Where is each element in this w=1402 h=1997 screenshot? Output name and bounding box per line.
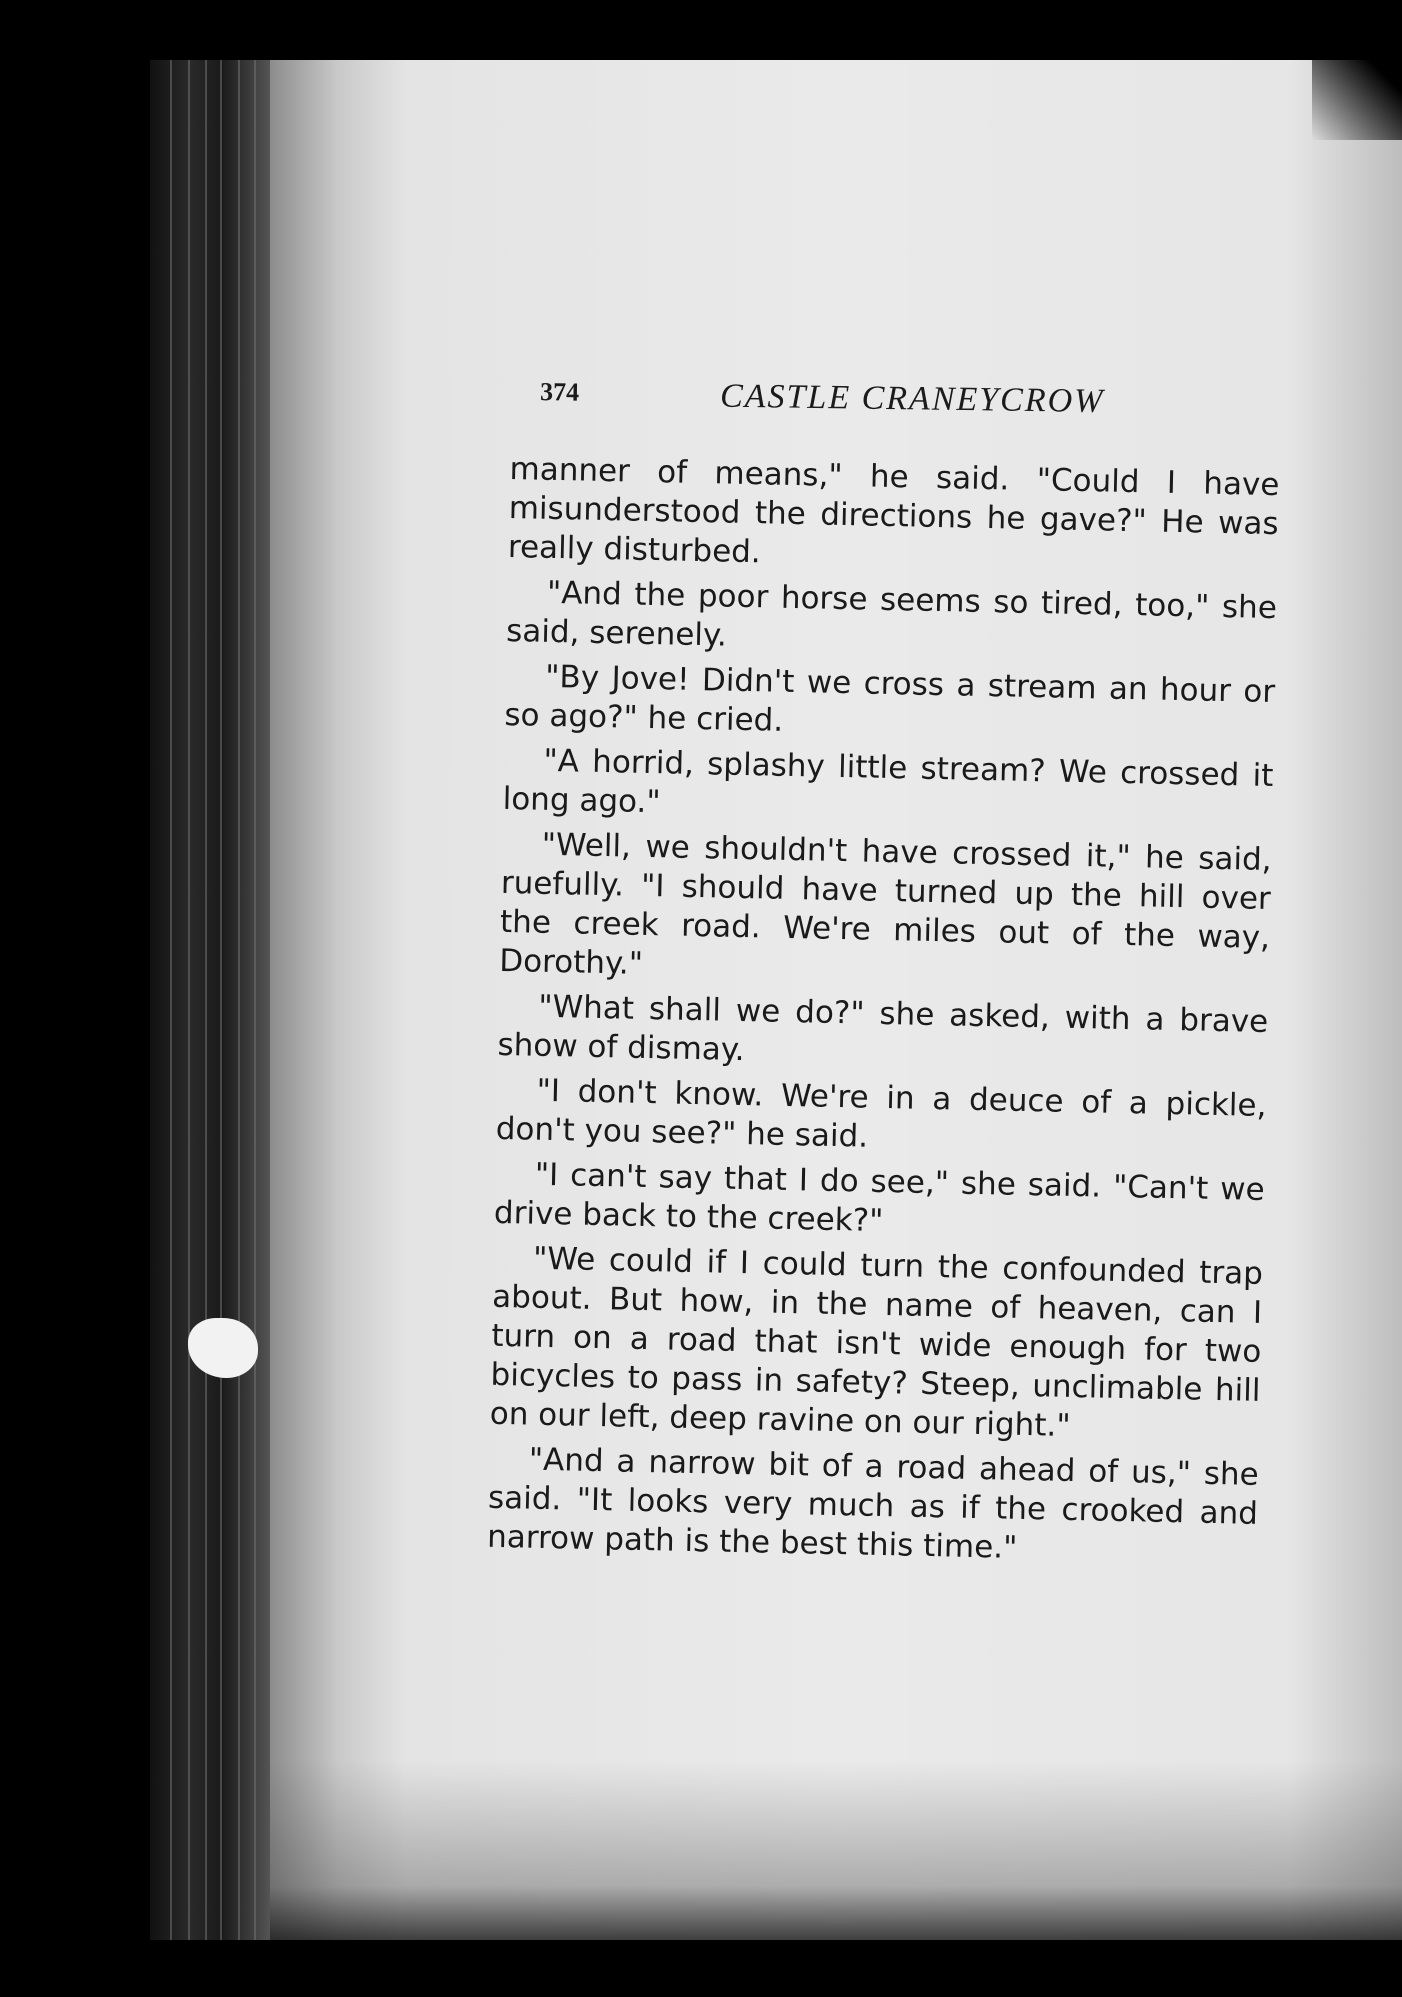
paragraph: "Well, we shouldn't have crossed it," he said, ruefully. "I should have turned up the hill over the creek road. We're miles out of the way, Dorothy." (498, 826, 1272, 982)
paragraph: "I can't say that I do see," she said. "Can't we drive back to the creek?" (493, 1156, 1266, 1239)
paragraph: "We could if I could turn the confounded trap about. But how, in the name of heaven, can I turn on a road that isn't wide enough for two bicycles to pass in safety? Steep, unclimable hill on our left, deep ravine on our right." (489, 1240, 1264, 1444)
page-header (540, 375, 1241, 435)
paragraph: "And a narrow bit of a road ahead of us," she said. "It looks very much as if the crooked and narrow path is the best this time." (486, 1441, 1260, 1566)
paragraph: manner of means," he said. "Could I have misunderstood the directions he gave?" He was really disturbed. (507, 450, 1280, 571)
paragraph: "And the poor horse seems so tired, too," she said, serenely. (505, 574, 1278, 654)
paragraph: "I don't know. We're in a deuce of a pickle, don't you see?" he said. (495, 1072, 1267, 1155)
paragraph: "By Jove! Didn't we cross a stream an hour or so ago?" he cried. (504, 658, 1276, 739)
paragraph: "A horrid, splashy little stream? We crossed it long ago." (502, 742, 1274, 821)
running-title: CASTLE CRANEYCROW (719, 377, 1105, 420)
paragraph: "What shall we do?" she asked, with a brave show of dismay. (497, 988, 1269, 1069)
page-number: 374 (539, 377, 580, 407)
body-text (487, 450, 1280, 1579)
scan-shadow (1312, 0, 1402, 140)
